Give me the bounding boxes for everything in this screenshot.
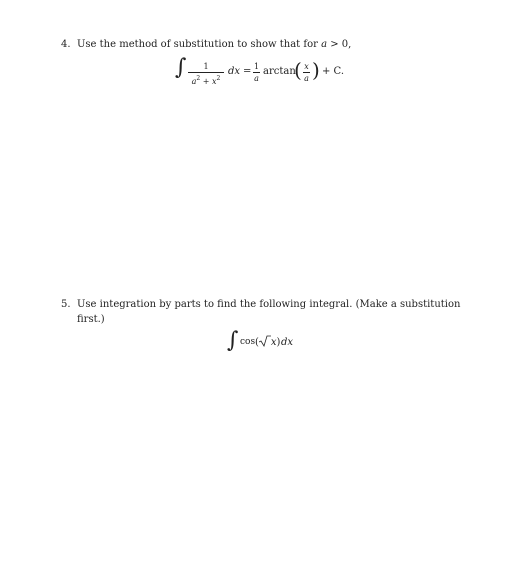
problem-4-text: Use the method of substitution to show that for [77,39,318,50]
sqrt-expression: ( x) [255,337,281,348]
left-paren: ( [294,58,302,82]
integral-sign: ∫ [227,328,239,353]
problem-4-condition-rest: > 0, [327,39,352,50]
problem-4-statement [61,37,351,52]
fraction-denominator: $a^2 + x^2$ [191,75,221,86]
problem-5-text: Use integration by parts to find the following integral. (Make a substitution [77,299,461,310]
problem-4-condition-var: a [321,39,328,50]
fraction-1-over-a: 1 a [253,62,260,83]
right-paren: ) [312,58,320,82]
problem-4-number: 4. [61,39,71,50]
fraction-1-over-a2-plus-x2 [188,62,224,86]
equals-sign: = [243,66,252,77]
differential-dx: dx [281,337,294,348]
plus-constant: + C. [322,66,345,77]
cos-function: cos [240,337,256,347]
problem-5-statement [61,297,460,312]
problem-5-statement-cont: first.) [77,314,105,325]
fraction-x-over-a: x a [304,62,309,83]
differential-dx: dx [228,66,241,77]
problem-5-number: 5. [61,299,71,310]
radical-sign [259,335,271,347]
integral-sign: ∫ [175,55,187,80]
arctan-function: arctan [263,66,296,77]
fraction-numerator: 1 [203,62,209,71]
radicand: x [270,337,277,348]
fraction-bar [188,72,224,73]
